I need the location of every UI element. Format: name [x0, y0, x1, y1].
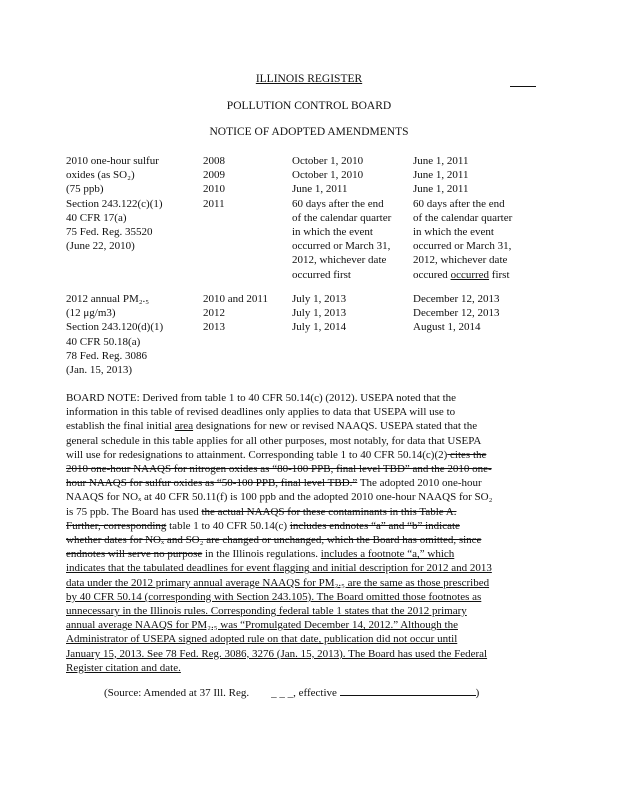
pollutant-column: 2012 annual PM₂.₅ (12 μg/m3) Section 243.120(d)(1) 40 CFR 50.18(a) 78 Fed. Reg. 3086 (Jan. 15, 2013) [66, 293, 164, 377]
effective-date-blank [340, 685, 476, 696]
pollutant-column: 2010 one-hour sulfur oxides (as SO₂) (75 ppb) Section 243.122(c)(1) 40 CFR 17(a) 75 Fed. Reg. 35520 (June 22, 2010) [66, 155, 163, 253]
flagging-deadline-column: October 1, 2010 October 1, 2010 June 1, 2011 60 days after the end of the calendar quarter in which the event occurred or March 31, 2012, whichever date occurred first [292, 155, 392, 281]
header-rule [510, 86, 536, 87]
flagging-deadline-column: July 1, 2013 July 1, 2013 July 1, 2014 [292, 293, 347, 334]
documentation-deadline-column: June 1, 2011 June 1, 2011 June 1, 2011 60 days after the end of the calendar quarter in which the event occurred or March 31, 2012, whichever date occured occurred first [413, 155, 513, 281]
year-column: 2010 and 2011 2012 2013 [203, 293, 268, 334]
board-note: BOARD NOTE: Derived from table 1 to 40 CFR 50.14(c) (2012). USEPA noted that the information in this table of revised deadlines only applies to data that USEPA will use to establish the final initial area designations for new or revised NAAQS. USEPA stated that the general schedule in this table applies for all other purposes, most notably, for data that USEPA will use for redesignations to attainment. Corresponding table 1 to 40 CFR 50.14(c)(2) cites the 2010 one-hour NAAQS for nitrogen oxides as “80-100 PPB, final level TBD” and the 2010 one- hour NAAQS for sulfur oxides as “50-100 PPB, final level TBD.” The adopted 2010 one-hour NAAQS for NOₓ at 40 CFR 50.11(f) is 100 ppb and the adopted 2010 one-hour NAAQS for SO₂ is 75 ppb. The Board has used the actual NAAQS for these contaminants in this Table A. Further, corresponding table 1 to 40 CFR 50.14(c) includes endnotes “a” and “b” indicate whether dates for NOₓ and SO₂ are changed or unchanged, which the Board has omitted, since endnotes will serve no purpose in the Illinois regulations. includes a footnote “a,” which indicates that the tabulated deadlines for event flagging and initial description for 2012 and 2013 data under the 2012 primary annual average NAAQS for PM₂.₅ are the same as those prescribed by 40 CFR 50.14 (corresponding with Section 243.105). The Board omitted those footnotes as unnecessary in the Illinois rules. Corresponding federal table 1 states that the 2012 primary annual average NAAQS for PM₂.₅ was “Promulgated December 14, 2012.” Although the Administrator of USEPA signed adopted rule on that date, publication did not occur until January 15, 2013. See 78 Fed. Reg. 3086, 3276 (Jan. 15, 2013). The Board has used the Federal Register citation and date. [66, 392, 493, 674]
board-header: POLLUTION CONTROL BOARD [226, 100, 392, 112]
documentation-deadline-column: December 12, 2013 December 12, 2013 August 1, 2014 [413, 293, 500, 334]
notice-header: NOTICE OF ADOPTED AMENDMENTS [209, 126, 409, 138]
year-column: 2008 2009 2010 2011 [203, 155, 225, 210]
register-header: ILLINOIS REGISTER [255, 73, 363, 85]
source-line: (Source: Amended at 37 Ill. Reg. _ _ _, effective ) [104, 687, 480, 699]
